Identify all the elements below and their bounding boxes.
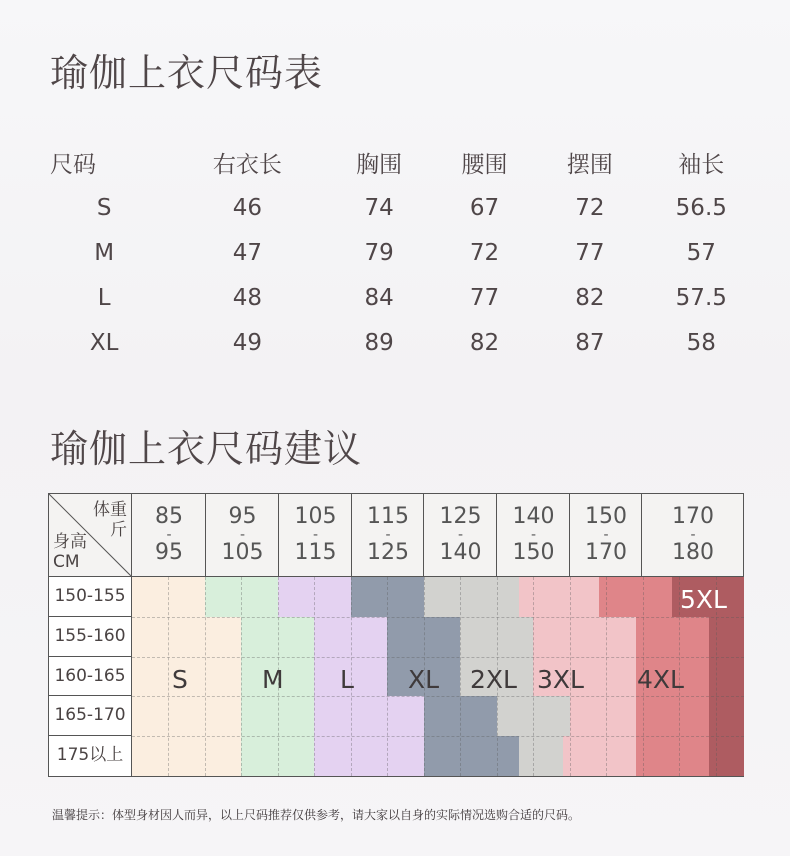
weight-range-top: 140 [512,504,555,529]
height-range-label: 175以上 [49,736,131,775]
size-zone-3xl [533,617,635,657]
size-zone-4xl [636,736,709,776]
weight-range-header [278,494,352,576]
table-cell: 49 [232,329,262,356]
size-zone-5xl [709,736,744,776]
weight-axis-label: 体重 斤 [93,500,127,540]
weight-range-bottom: 170 [585,540,627,565]
size-chart-title: 瑜伽上衣尺码表 [50,51,324,95]
weight-range-header [205,494,279,576]
table-cell: XL [89,329,119,356]
grid-divider [533,577,534,776]
weight-range-dash: - [603,527,609,543]
header-cell: 胸围 [356,152,403,178]
weight-range-bottom: 150 [512,540,555,565]
grid-divider [168,577,169,776]
size-zone-3xl [519,577,599,617]
size-zone-4xl [599,577,672,617]
height-range-label: 160-165 [49,657,131,697]
table-cell: 56.5 [675,194,727,221]
weight-range-bottom: 125 [367,540,409,565]
weight-range-header [423,494,497,576]
grid-divider [460,577,461,776]
grid-divider [241,577,242,776]
weight-range-dash: - [166,527,172,543]
grid-divider [132,696,744,697]
weight-range-dash: - [690,527,696,543]
size-zone-s [132,736,241,776]
weight-range-dash: - [312,527,319,543]
height-axis-label: 身高 CM [53,532,87,572]
table-cell: 67 [469,194,500,221]
size-zone-5xl [709,657,744,697]
size-chart-table [40,140,760,365]
table-cell: 72 [575,194,605,221]
size-chart-header-row [40,140,760,185]
grid-divider [132,617,744,618]
weight-range-top: 125 [439,504,482,529]
weight-range-bottom: 105 [221,540,264,565]
weight-range-bottom: 95 [155,540,183,565]
table-cell: 84 [364,284,394,311]
table-cell: 77 [469,284,500,311]
recommend-title: 瑜伽上衣尺码建议 [50,427,363,471]
grid-divider [606,577,607,776]
table-cell: 57.5 [675,284,727,311]
weight-range-top: 105 [294,504,337,529]
table-cell: 72 [469,239,500,266]
table-cell: 79 [364,239,394,266]
weight-range-top: 115 [367,504,409,529]
table-cell: 74 [364,194,394,221]
weight-range-top: 95 [228,504,257,529]
height-range-label: 165-170 [49,696,131,736]
height-range-label: 155-160 [49,617,131,657]
size-label-4xl: 4XL [637,665,684,694]
weight-range-header [351,494,424,576]
size-zone-2xl [424,577,519,617]
size-zone-l [314,736,423,776]
weight-range-header [569,494,642,576]
table-cell: 48 [232,284,262,311]
corner-cell [49,494,131,576]
grid-divider [132,736,744,737]
weight-range-bottom: 180 [672,540,714,565]
table-cell: 58 [686,329,716,356]
weight-range-dash: - [457,527,464,543]
table-cell: 46 [232,194,262,221]
table-row [40,320,760,365]
size-label-3xl: 3XL [537,665,584,694]
table-cell: L [97,284,111,311]
header-cell: 腰围 [461,152,508,178]
size-label-l: L [340,665,354,694]
size-recommend-table [48,493,744,777]
size-label-5xl: 5XL [680,585,727,614]
weight-range-bottom: 140 [439,540,482,565]
weight-range-dash: - [385,527,391,543]
grid-divider [205,577,206,776]
table-row [40,230,760,275]
size-zone-4xl [636,617,709,657]
size-label-2xl: 2XL [470,665,517,694]
size-label-xl: XL [408,665,440,694]
weight-range-top: 85 [155,504,183,529]
table-row [40,185,760,230]
header-cell: 摆围 [566,152,613,178]
weight-range-header [641,494,744,576]
size-zone-3xl [570,696,636,736]
size-zone-2xl [519,736,563,776]
weight-range-bottom: 115 [294,540,337,565]
table-cell: 82 [575,284,605,311]
grid-divider [387,577,388,776]
weight-header-row [49,494,743,577]
header-cell: 尺码 [50,152,96,178]
table-row [40,275,760,320]
table-cell: 57 [686,239,716,266]
table-cell: 47 [232,239,262,266]
height-range-label: 150-155 [49,577,131,617]
weight-range-dash: - [530,527,537,543]
size-zone-s [132,617,241,657]
size-zone-l [314,696,423,736]
size-zone-4xl [636,696,709,736]
table-cell: 82 [469,329,500,356]
size-zone-5xl [709,617,744,657]
grid-divider [314,577,315,776]
table-cell: S [96,194,112,221]
recommend-grid [131,577,744,776]
header-cell: 袖长 [678,152,725,178]
weight-range-header [496,494,570,576]
size-zone-s [132,696,241,736]
header-cell: 右衣长 [212,152,282,178]
table-cell: M [94,239,115,266]
size-label-s: S [172,665,188,694]
weight-range-top: 150 [585,504,627,529]
table-cell: 77 [575,239,605,266]
size-zone-5xl [709,696,744,736]
size-zone-3xl [563,736,636,776]
weight-range-top: 170 [672,504,714,529]
size-zone-xl [424,736,519,776]
grid-divider [132,657,744,658]
weight-range-dash: - [239,527,246,543]
table-cell: 87 [575,329,605,356]
weight-range-header [131,494,206,576]
table-cell: 89 [364,329,394,356]
size-label-m: M [262,665,284,694]
note-text: 温馨提示：体型身材因人而异，以上尺码推荐仅供参考，请大家以自身的实际情况选购合适的尺码。 [52,808,581,822]
